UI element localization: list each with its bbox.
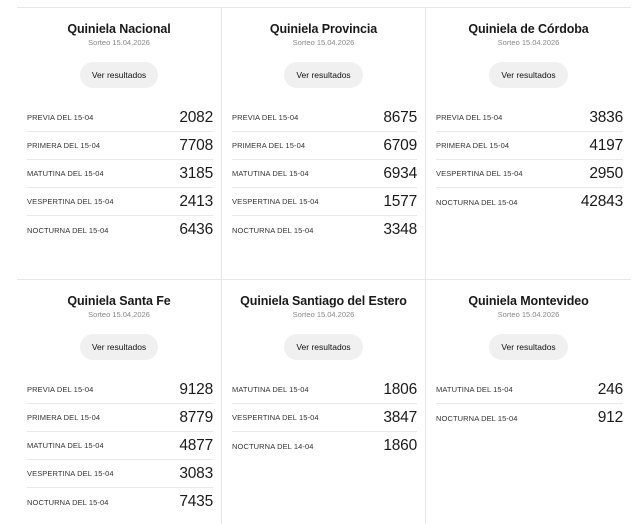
winning-number: 3348 [383, 221, 417, 238]
results-list [436, 104, 623, 216]
winning-number: 3836 [589, 108, 623, 126]
draw-date: Sorteo 15.04.2026 [497, 38, 560, 47]
winning-number: 7435 [179, 493, 213, 510]
draw-label: MATUTINA DEL 15-04 [436, 385, 513, 394]
draw-label: NOCTURNA DEL 15-04 [232, 225, 314, 235]
view-results-button[interactable]: Ver resultados [80, 62, 158, 88]
draw-date: Sorteo 15.04.2026 [497, 310, 560, 319]
results-list [232, 376, 417, 460]
card-header [17, 280, 221, 360]
result-row [232, 376, 417, 404]
winning-number: 3185 [179, 164, 213, 182]
draw-label: PRIMERA DEL 15-04 [436, 141, 510, 150]
card-title: Quiniela Nacional [67, 22, 171, 36]
result-row [436, 160, 623, 188]
draw-label: PRIMERA DEL 15-04 [27, 141, 101, 150]
draw-label: PRIMERA DEL 15-04 [27, 413, 101, 422]
winning-number: 2082 [179, 108, 213, 126]
result-row [27, 432, 213, 460]
card-quiniela-provincia [221, 8, 425, 279]
winning-number: 246 [597, 380, 623, 398]
result-row [27, 216, 213, 244]
result-row [27, 404, 213, 432]
winning-number: 8779 [179, 408, 213, 426]
draw-label: MATUTINA DEL 15-04 [27, 169, 104, 178]
result-row [232, 132, 417, 160]
result-row [232, 160, 417, 188]
draw-label: VESPERTINA DEL 15-04 [232, 413, 319, 422]
draw-label: NOCTURNA DEL 14-04 [232, 441, 314, 451]
draw-label: PREVIA DEL 15-04 [232, 113, 299, 122]
card-header [222, 8, 425, 88]
card-quiniela-santiago-del-estero [221, 280, 425, 524]
draw-label: NOCTURNA DEL 15-04 [436, 197, 518, 207]
winning-number: 6709 [383, 136, 417, 154]
draw-label: NOCTURNA DEL 15-04 [27, 225, 109, 235]
winning-number: 6934 [383, 164, 417, 182]
result-row [232, 104, 417, 132]
results-list [232, 104, 417, 244]
result-row [27, 160, 213, 188]
result-row [27, 132, 213, 160]
winning-number: 912 [597, 409, 623, 426]
results-list [436, 376, 623, 432]
winning-number: 1577 [383, 192, 417, 210]
winning-number: 1806 [383, 380, 417, 398]
draw-date: Sorteo 15.04.2026 [292, 38, 355, 47]
view-results-button[interactable]: Ver resultados [489, 62, 567, 88]
draw-label: PREVIA DEL 15-04 [27, 113, 94, 122]
draw-date: Sorteo 15.04.2026 [292, 310, 355, 319]
result-row [436, 188, 623, 216]
result-row [27, 460, 213, 488]
view-results-button[interactable]: Ver resultados [489, 334, 567, 360]
draw-label: PRIMERA DEL 15-04 [232, 141, 306, 150]
card-header [426, 8, 631, 88]
draw-label: VESPERTINA DEL 15-04 [436, 169, 523, 178]
result-row [27, 104, 213, 132]
draw-label: MATUTINA DEL 15-04 [232, 169, 309, 178]
winning-number: 3847 [383, 408, 417, 426]
results-row-top [17, 8, 631, 279]
result-row [232, 432, 417, 460]
winning-number: 9128 [179, 380, 213, 398]
card-quiniela-cordoba [425, 8, 631, 279]
draw-label: PREVIA DEL 15-04 [27, 385, 94, 394]
results-row-bottom [17, 279, 631, 524]
draw-label: NOCTURNA DEL 15-04 [436, 413, 518, 423]
winning-number: 1860 [383, 437, 417, 454]
draw-date: Sorteo 15.04.2026 [88, 38, 150, 47]
card-title: Quiniela Montevideo [468, 294, 589, 308]
winning-number: 4197 [589, 136, 623, 154]
card-quiniela-montevideo [425, 280, 631, 524]
draw-label: NOCTURNA DEL 15-04 [27, 497, 109, 507]
winning-number: 2413 [179, 192, 213, 210]
winning-number: 2950 [589, 164, 623, 182]
result-row [232, 404, 417, 432]
draw-label: MATUTINA DEL 15-04 [27, 441, 104, 450]
result-row [436, 404, 623, 432]
result-row [27, 488, 213, 516]
result-row [436, 132, 623, 160]
draw-label: VESPERTINA DEL 15-04 [27, 469, 114, 478]
result-row [27, 376, 213, 404]
card-header [17, 8, 221, 88]
draw-label: VESPERTINA DEL 15-04 [232, 197, 319, 206]
draw-label: MATUTINA DEL 15-04 [232, 385, 309, 394]
result-row [232, 216, 417, 244]
card-quiniela-santa-fe [17, 280, 221, 524]
winning-number: 8675 [383, 108, 417, 126]
winning-number: 42843 [580, 193, 623, 210]
card-title: Quiniela Santiago del Estero [240, 294, 407, 308]
card-header [222, 280, 425, 360]
winning-number: 4877 [179, 436, 213, 454]
winning-number: 6436 [179, 221, 213, 238]
winning-number: 7708 [179, 136, 213, 154]
winning-number: 3083 [179, 464, 213, 482]
card-title: Quiniela Santa Fe [67, 294, 171, 308]
view-results-button[interactable]: Ver resultados [284, 62, 362, 88]
draw-date: Sorteo 15.04.2026 [88, 310, 150, 319]
view-results-button[interactable]: Ver resultados [284, 334, 362, 360]
card-quiniela-nacional [17, 8, 221, 279]
results-list [27, 104, 213, 244]
result-row [27, 188, 213, 216]
draw-label: PREVIA DEL 15-04 [436, 113, 503, 122]
card-title: Quiniela Provincia [269, 22, 378, 36]
result-row [436, 376, 623, 404]
result-row [232, 188, 417, 216]
draw-label: VESPERTINA DEL 15-04 [27, 197, 114, 206]
results-list [27, 376, 213, 516]
result-row [436, 104, 623, 132]
card-header [426, 280, 631, 360]
card-title: Quiniela de Córdoba [468, 22, 589, 36]
view-results-button[interactable]: Ver resultados [80, 334, 158, 360]
quiniela-results-grid [17, 7, 631, 524]
